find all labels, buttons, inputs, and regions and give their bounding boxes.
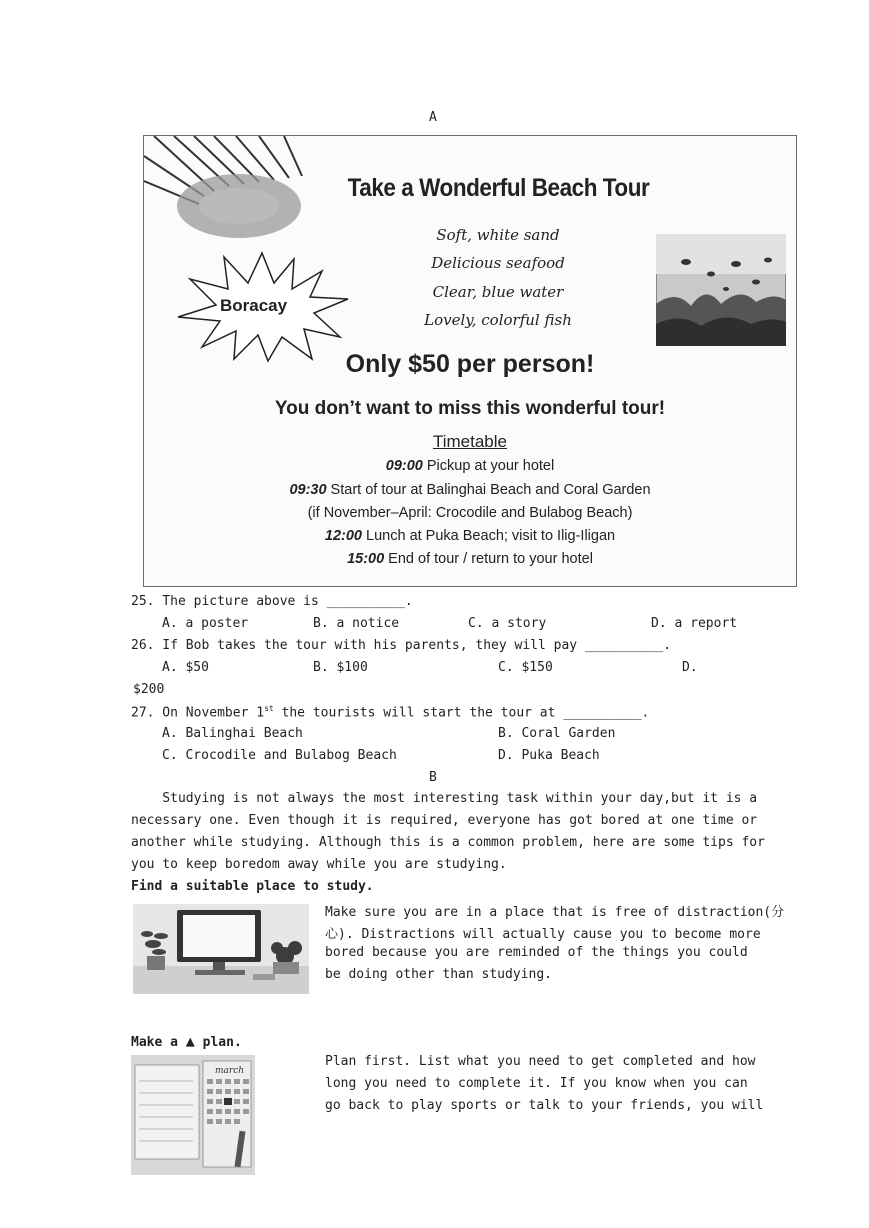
option: A. a poster: [162, 616, 249, 631]
option: B. a notice: [313, 616, 400, 631]
tip2-line: Plan first. List what you need to get completed and how: [325, 1054, 756, 1069]
question-27: [131, 704, 649, 720]
paragraph-line: Studying is not always the most interesting task within your day,but it is a: [131, 791, 758, 806]
coral-reef-photo: [656, 234, 786, 346]
tip1-line: bored because you are reminded of the things you could: [325, 945, 748, 960]
timetable-row: [144, 528, 796, 544]
tip1-line: be doing other than studying.: [325, 967, 552, 982]
option: D.: [682, 660, 698, 675]
timetable-text: Lunch at Puka Beach; visit to Ilig-Iligan: [362, 528, 616, 544]
heading-text: Make a: [131, 1035, 186, 1050]
section-b-label: B: [429, 770, 437, 785]
question-25: 25. The picture above is __________.: [131, 594, 413, 609]
poster-feature: Clear, blue water: [432, 283, 564, 301]
poster-feature: Lovely, colorful fish: [424, 311, 572, 329]
option: A. Balinghai Beach: [162, 726, 303, 741]
timetable-time: 09:30: [289, 482, 327, 498]
timetable-time: 12:00: [324, 528, 362, 544]
plan-calendar-illustration: [131, 1055, 255, 1175]
option: C. a story: [468, 616, 547, 631]
section-a-label: A: [429, 110, 437, 125]
tip2-heading: [131, 1032, 242, 1050]
destination-label: Boracay: [220, 296, 288, 315]
desk-computer-illustration: [133, 904, 309, 994]
option: D. Puka Beach: [498, 748, 600, 763]
question-26: 26. If Bob takes the tour with his parents, they will pay __________.: [131, 638, 672, 653]
superscript: st: [264, 704, 274, 713]
paragraph-line: necessary one. Even though it is required, everyone has got bored at one time or: [131, 813, 758, 828]
paragraph-line: another while studying. Although this is a common problem, here are some tips for: [131, 835, 765, 850]
tip1-line: 心). Distractions will actually cause you to become more: [325, 927, 761, 942]
option: A. $50: [162, 660, 209, 675]
beach-tour-poster: [143, 135, 797, 587]
timetable-row: [144, 505, 796, 521]
option: B. Coral Garden: [498, 726, 616, 741]
question-text: 27. On November 1: [131, 705, 265, 721]
option: C. Crocodile and Bulabog Beach: [162, 748, 397, 763]
blank-marker: ▲: [185, 1032, 195, 1050]
option: D. a report: [651, 616, 738, 631]
option: $200: [133, 682, 165, 697]
poster-feature: Soft, white sand: [436, 226, 560, 244]
poster-price: Only $50 per person!: [345, 350, 595, 378]
tip2-line: go back to play sports or talk to your friends, you will: [325, 1098, 764, 1113]
poster-tagline: You don’t want to miss this wonderful tour!: [274, 398, 666, 419]
timetable-time: 15:00: [347, 551, 385, 567]
timetable-text: Pickup at your hotel: [422, 458, 555, 474]
paragraph-line: you to keep boredom away while you are studying.: [131, 857, 507, 872]
tip2-line: long you need to complete it. If you know when you can: [325, 1076, 748, 1091]
timetable-title: Timetable: [432, 432, 507, 451]
tip1-heading: Find a suitable place to study.: [131, 879, 374, 894]
calendar-month: march: [215, 1066, 245, 1076]
option: B. $100: [313, 660, 368, 675]
question-text: the tourists will start the tour at __________.: [273, 705, 650, 721]
poster-title: Take a Wonderful Beach Tour: [347, 174, 650, 202]
timetable-text: Start of tour at Balinghai Beach and Coral Garden: [326, 482, 651, 498]
heading-text: plan.: [194, 1035, 242, 1050]
timetable-text: End of tour / return to your hotel: [384, 551, 593, 567]
timetable-time: 09:00: [385, 458, 423, 474]
poster-feature: Delicious seafood: [431, 254, 565, 272]
timetable-text: (if November–April: Crocodile and Bulabog Beach): [307, 505, 633, 521]
timetable-row: [144, 482, 796, 498]
timetable-row: [144, 458, 796, 474]
timetable-row: [144, 551, 796, 567]
tip1-line: Make sure you are in a place that is free of distraction(分: [325, 905, 785, 920]
option: C. $150: [498, 660, 553, 675]
